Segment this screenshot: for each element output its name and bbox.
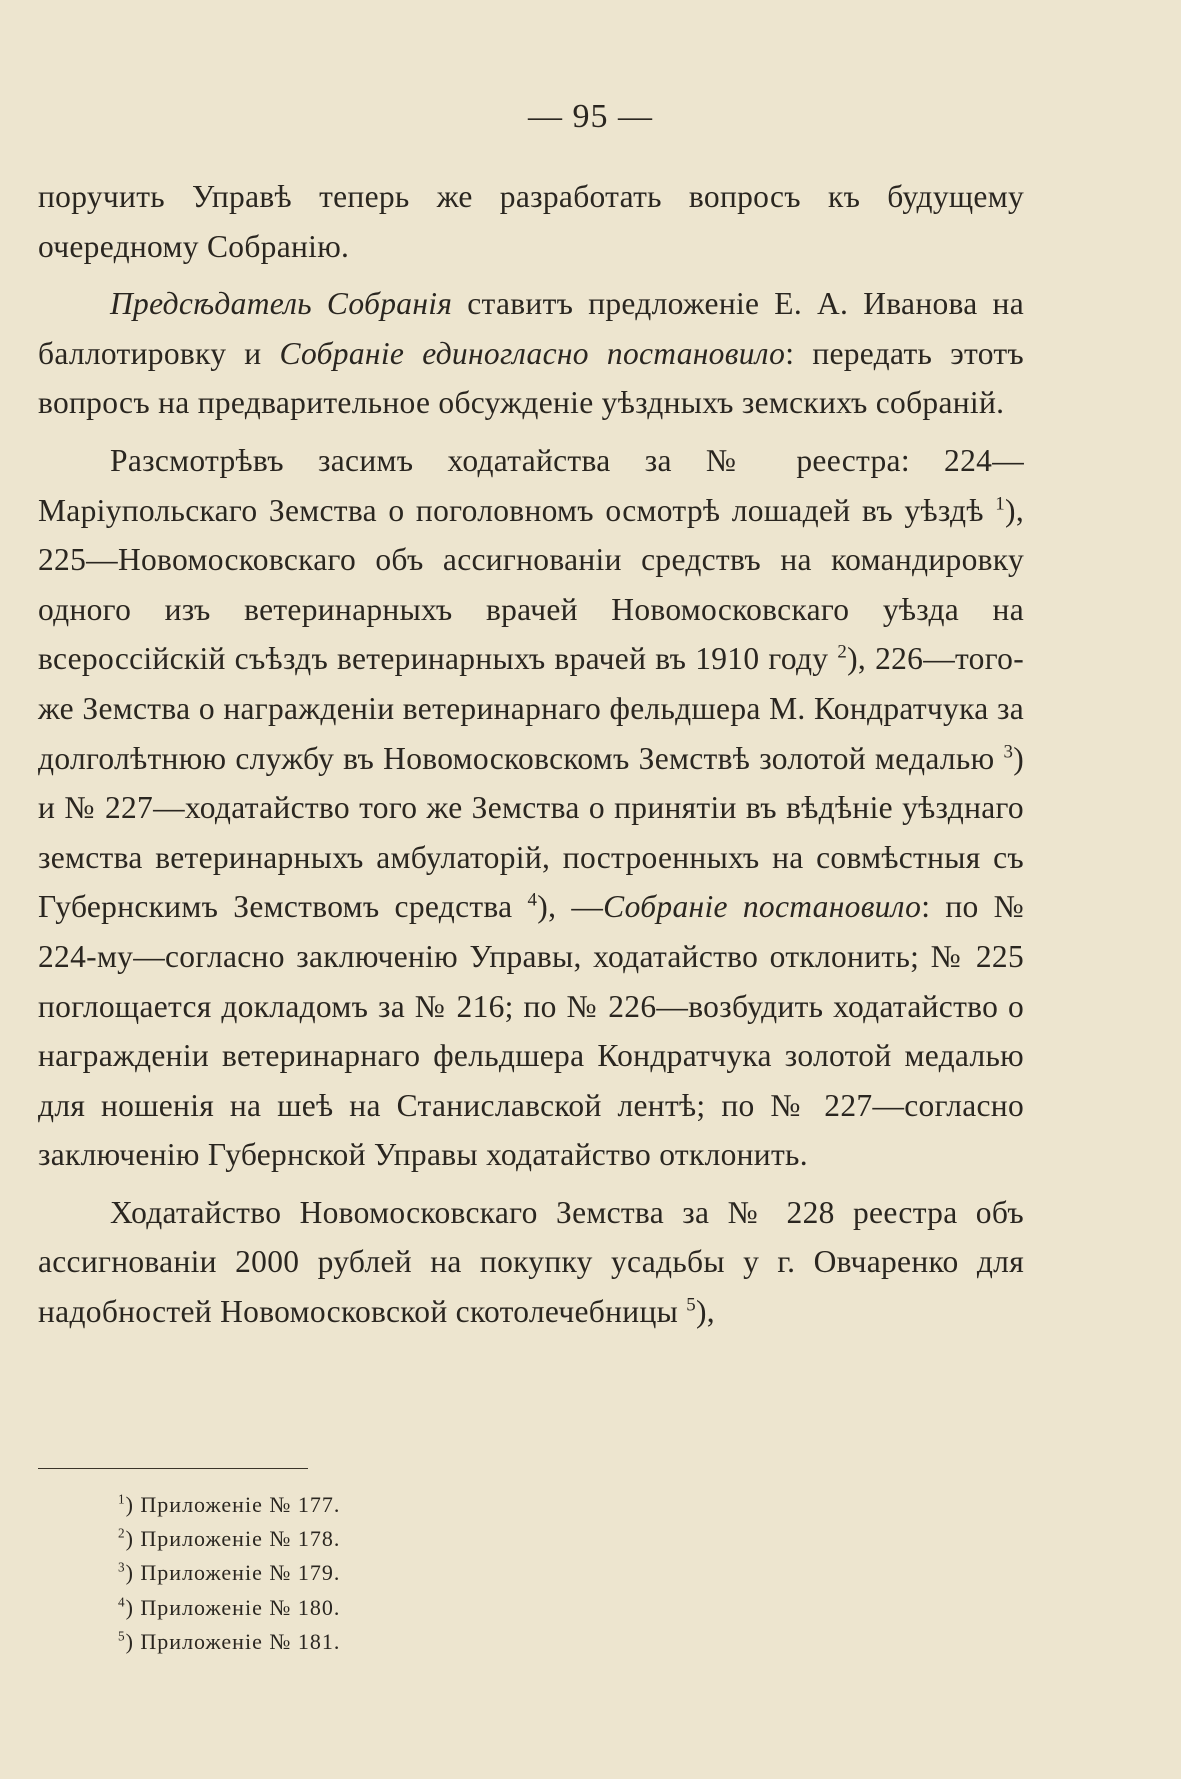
footnote-ref: 2	[837, 641, 848, 663]
emphasis-text: Предсѣдатель Собранія	[110, 286, 453, 322]
body-text	[38, 172, 1024, 1337]
footnote	[118, 1556, 340, 1590]
footnotes	[118, 1488, 340, 1659]
paragraph	[38, 1188, 1024, 1337]
text-run: : по № 224-му—согласно заключенію Управы, ходатайство отклонить; № 225 поглощается докладомъ за № 216; по № 226—возбудить ходатайство о награжденіи ветеринарнаго фельдшера Кондратчука золотой медалью для ношенія на шеѣ на Станиславской лентѣ; по № 227—согласно заключенію Губернской Управы ходатайство отклонить.	[38, 889, 1024, 1173]
footnote-text: ) Приложеніе № 179.	[125, 1560, 341, 1586]
paragraph	[38, 436, 1024, 1180]
footnote	[118, 1625, 340, 1659]
footnote-text: ) Приложеніе № 181.	[125, 1628, 341, 1654]
text-run: поручить Управѣ теперь же разработать вопросъ къ будущему очередному Собранію.	[38, 179, 1024, 264]
footnote-ref: 3	[1003, 741, 1014, 763]
text-run: ставитъ предложеніе Е. А. Иванова на баллотировку и	[38, 286, 1024, 371]
footnote-mark: 4	[118, 1594, 126, 1610]
footnote-ref: 4	[527, 889, 538, 911]
paragraph	[38, 279, 1024, 428]
footnote	[118, 1591, 340, 1625]
footnote	[118, 1488, 340, 1522]
text-run: ), 226—того-же Земства о награжденіи ветеринарнаго фельдшера М. Кондратчука за долголѣтнюю службу въ Новомосковскомъ Земствѣ золотой медалью	[38, 641, 1024, 776]
text-run: ) и № 227—ходатайство того же Земства о принятіи въ вѣдѣніе уѣзднаго земства ветеринарныхъ амбулаторій, построенныхъ на совмѣстныя съ Губернскимъ Земствомъ средства	[38, 740, 1024, 925]
footnote-mark: 3	[118, 1560, 126, 1576]
emphasis-text: Собраніе постановило	[603, 889, 922, 925]
emphasis-text: Собраніе единогласно постановило	[279, 335, 786, 371]
text-run: ),	[696, 1294, 715, 1330]
text-run: Ходатайство Новомосковскаго Земства за № 228 реестра объ ассигнованіи 2000 рублей на покупку усадьбы у г. Овчаренко для надобностей Новомосковской скотолечебницы	[38, 1194, 1024, 1330]
footnote-ref: 1	[995, 493, 1006, 515]
text-run: Разсмотрѣвъ засимъ ходатайства за № реестра: 224—Маріупольскаго Земства о поголовномъ осмотрѣ лошадей въ уѣздѣ	[38, 442, 1024, 528]
footnote	[118, 1522, 340, 1556]
footnote-text: ) Приложеніе № 178.	[125, 1526, 341, 1552]
footnote-mark: 2	[118, 1525, 126, 1541]
footnote-text: ) Приложеніе № 177.	[125, 1492, 341, 1517]
footnote-divider	[38, 1468, 308, 1469]
text-run: ), —	[537, 889, 604, 925]
footnote-text: ) Приложеніе № 180.	[125, 1594, 341, 1620]
footnote-mark: 1	[118, 1491, 126, 1507]
text-run: ), 225—Новомосковскаго объ ассигнованіи средствъ на командировку одного изъ ветеринарныхъ врачей Новомосковскаго уѣзда на всероссійскій съѣздъ ветеринарныхъ врачей въ 1910 году	[38, 492, 1024, 677]
footnote-ref: 5	[686, 1294, 696, 1316]
page-number: — 95 —	[528, 98, 653, 135]
paragraph	[38, 172, 1024, 271]
footnote-mark: 5	[118, 1628, 126, 1644]
text-run: : передать этотъ вопросъ на предварительное обсужденіе уѣздныхъ земскихъ собраній.	[38, 335, 1024, 421]
